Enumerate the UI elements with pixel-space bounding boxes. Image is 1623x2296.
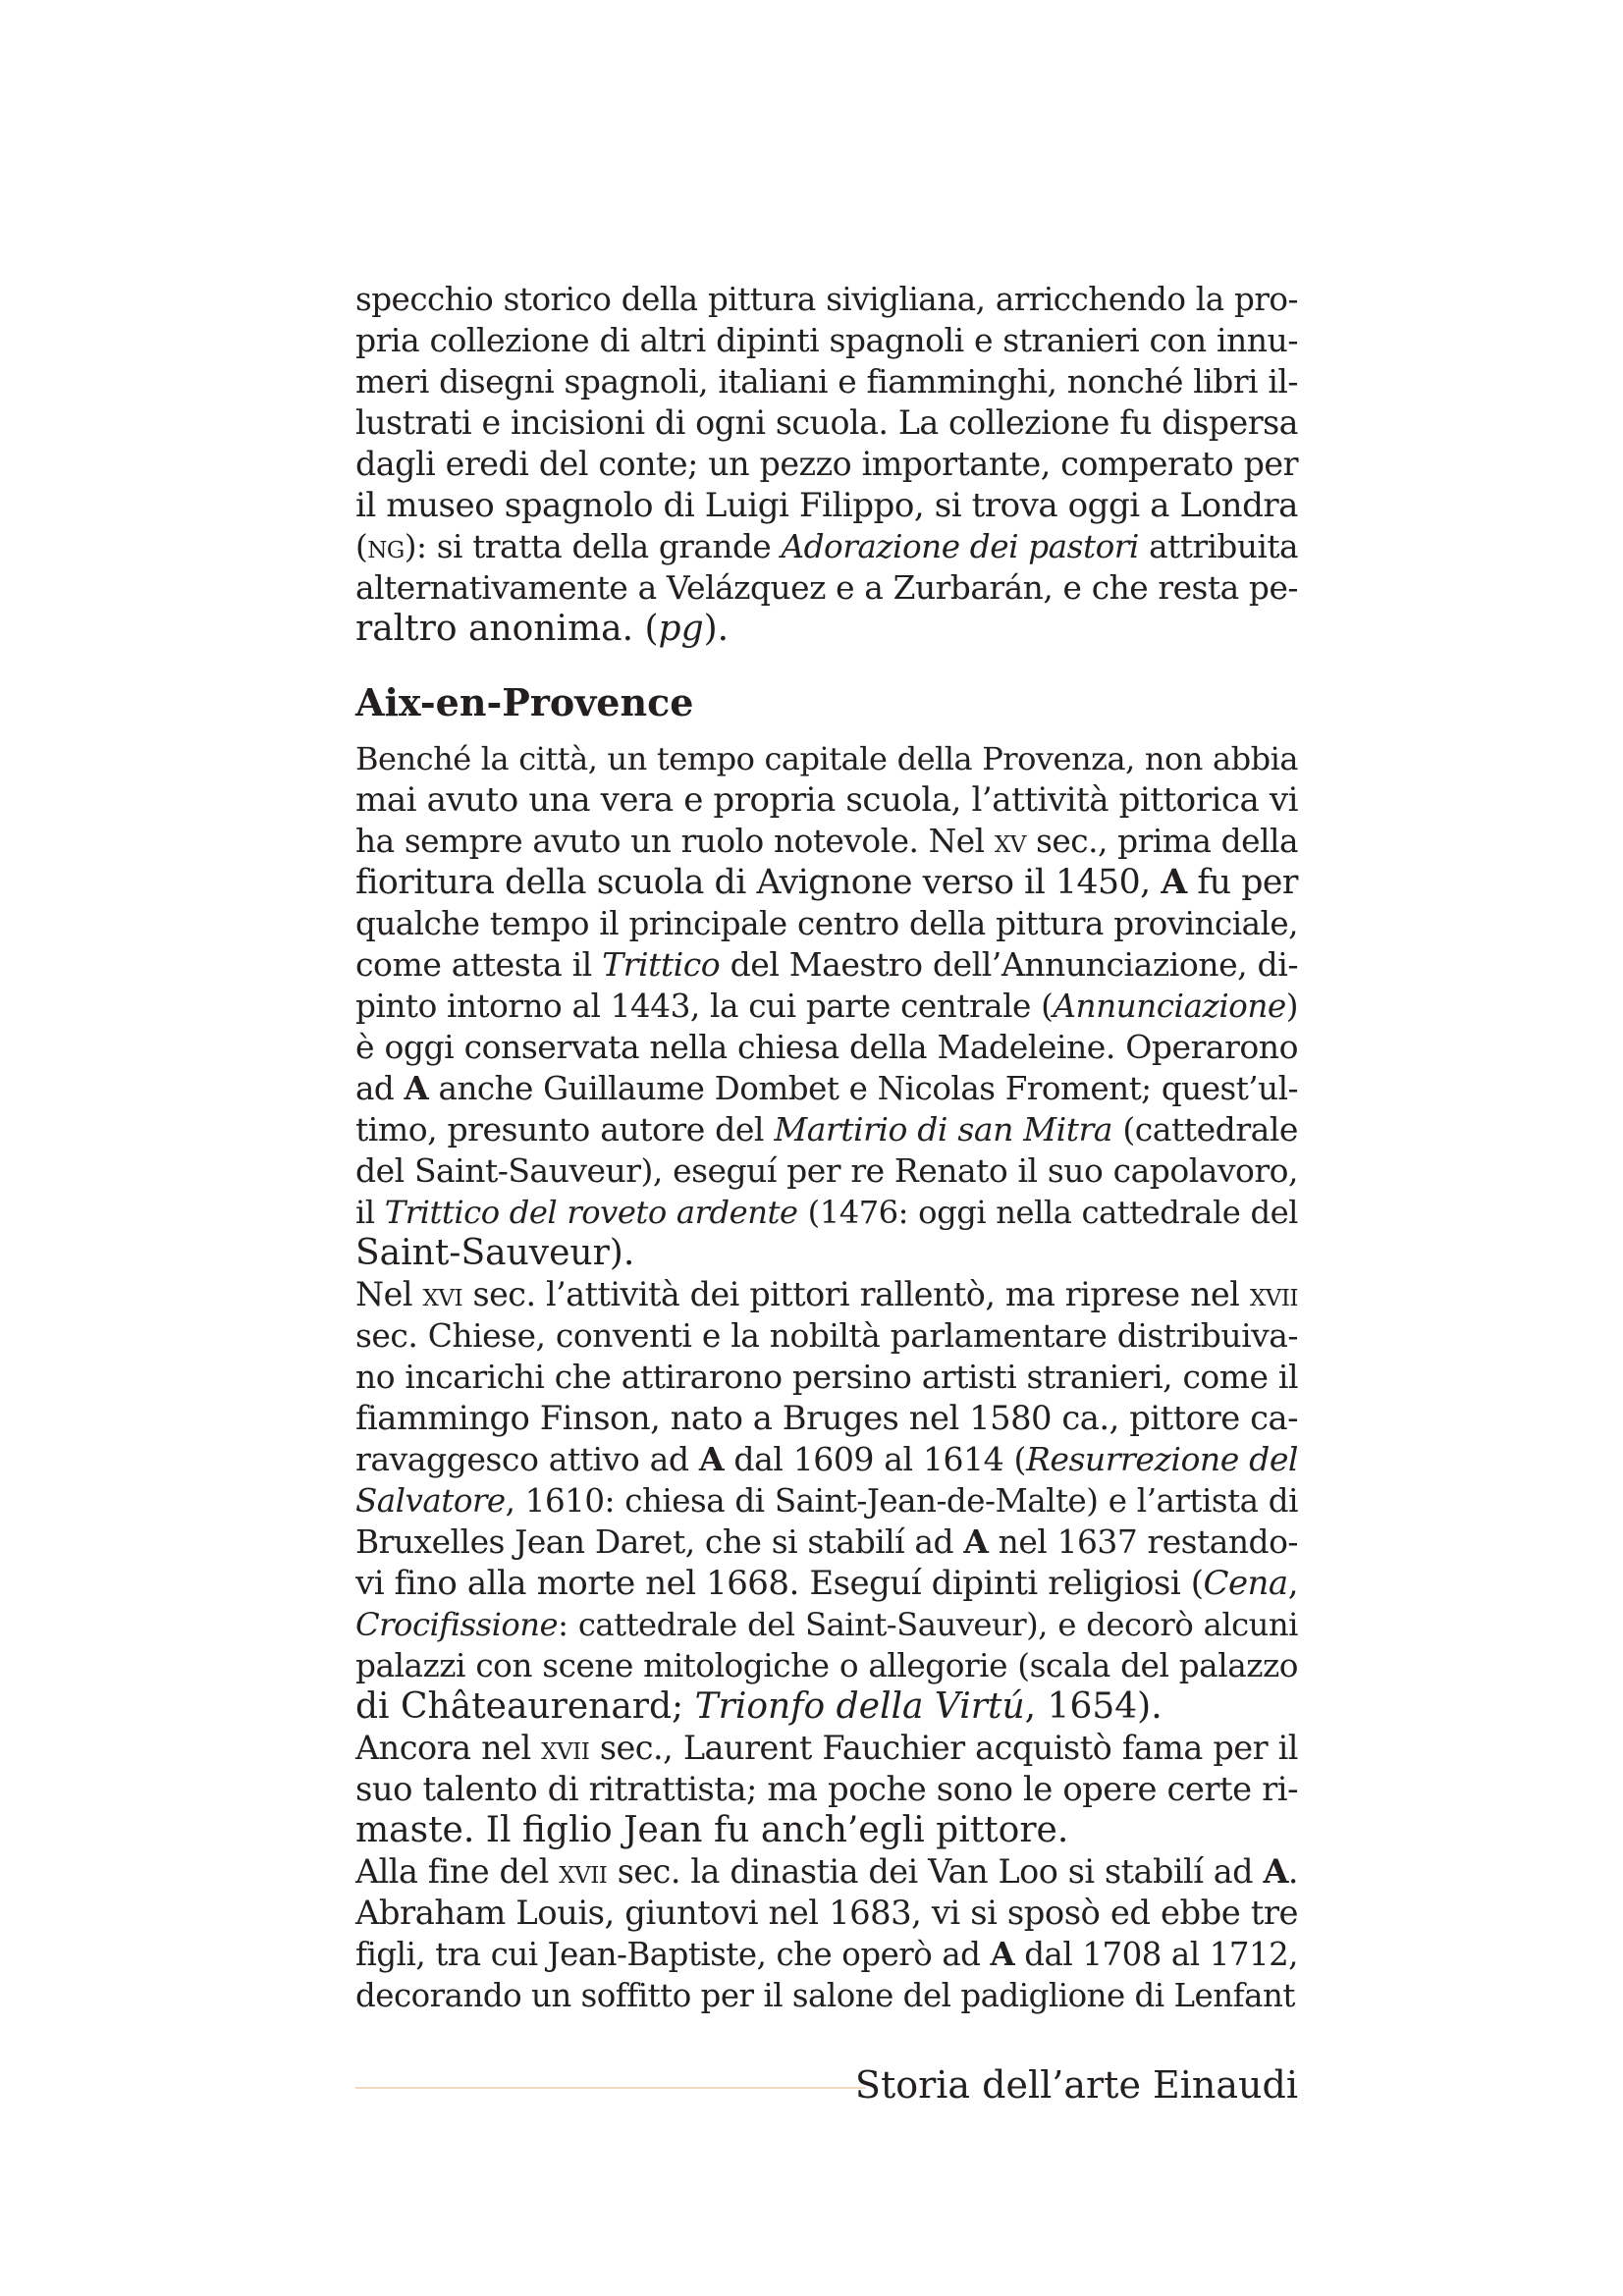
text-line xyxy=(355,1810,1298,1851)
text-run: anche Guillaume Dombet e Nicolas Froment; quest’ul- xyxy=(428,1070,1299,1107)
text-line xyxy=(355,361,1298,402)
text-run: pinto intorno al 1443, la cui parte centrale ( xyxy=(355,988,1054,1025)
text-line xyxy=(355,1068,1298,1109)
text-run: meri disegni spagnoli, italiani e fiamminghi, nonché libri il- xyxy=(355,362,1298,400)
text-run: sec., prima della xyxy=(1025,823,1298,860)
text-run: dal 1708 al 1712, xyxy=(1014,1936,1298,1973)
text-run: lustrati e incisioni di ogni scuola. La collezione fu dispersa xyxy=(355,403,1298,442)
intro-paragraph xyxy=(355,279,1298,650)
small-caps-text: xvii xyxy=(541,1729,590,1767)
text-run: figli, tra cui Jean-Baptiste, che operò ad xyxy=(355,1936,991,1973)
text-run: ( xyxy=(355,528,368,565)
text-run: decorando un soffitto per il salone del padiglione di Lenfant xyxy=(355,1977,1295,2014)
italic-text: Annunciazione xyxy=(1053,988,1286,1025)
text-run: timo, presunto autore del xyxy=(355,1110,775,1148)
text-line xyxy=(355,1686,1298,1728)
text-run: ): si tratta della grande xyxy=(404,528,782,565)
text-run: Nel xyxy=(355,1275,423,1313)
bold-text: A xyxy=(1263,1852,1288,1891)
text-line xyxy=(355,279,1298,320)
text-line xyxy=(355,944,1298,986)
text-run: sec., Laurent Fauchier acquistò fama per il xyxy=(589,1729,1298,1767)
text-line xyxy=(355,526,1298,567)
section-body xyxy=(355,738,1298,2016)
italic-text: Crocifissione xyxy=(355,1606,559,1643)
bold-text: A xyxy=(698,1440,725,1478)
text-line xyxy=(355,1728,1298,1769)
text-line xyxy=(355,444,1298,485)
text-line xyxy=(355,1769,1298,1810)
text-run: del Maestro dell’Annunciazione, di- xyxy=(720,945,1298,984)
text-run: ) xyxy=(1285,988,1298,1025)
text-line xyxy=(355,1192,1298,1233)
text-run: raltro anonima. ( xyxy=(355,609,659,649)
text-run: : cattedrale del Saint-Sauveur), e decorò alcuni xyxy=(558,1606,1298,1643)
text-run: è oggi conservata nella chiesa della Madeleine. Operarono xyxy=(355,1028,1298,1066)
italic-text: Trittico del roveto ardente xyxy=(384,1194,798,1231)
italic-text: Resurrezione del xyxy=(1025,1440,1298,1478)
text-run: dal 1609 al 1614 ( xyxy=(724,1440,1026,1478)
italic-text: pg xyxy=(658,609,704,649)
text-run: fiammingo Finson, nato a Bruges nel 1580 ca., pittore ca- xyxy=(355,1399,1298,1437)
text-run: . xyxy=(1287,1852,1298,1891)
text-line xyxy=(355,402,1298,444)
bold-text: A xyxy=(990,1936,1015,1973)
italic-text: Salvatore xyxy=(355,1482,506,1520)
text-run: palazzi con scene mitologiche o allegorie (scala del palazzo xyxy=(355,1647,1298,1684)
text-line xyxy=(355,320,1298,361)
text-run: attribuita xyxy=(1138,528,1298,565)
small-caps-text: xvii xyxy=(559,1852,608,1891)
text-line xyxy=(355,485,1298,526)
bold-text: A xyxy=(1161,862,1187,902)
text-run: pria collezione di altri dipinti spagnoli e stranieri con innu- xyxy=(355,321,1298,359)
text-line xyxy=(355,1439,1298,1480)
text-run: sec. la dinastia dei Van Loo si stabilí ad xyxy=(607,1852,1264,1891)
text-line xyxy=(355,821,1298,862)
text-run: il museo spagnolo di Luigi Filippo, si trova oggi a Londra xyxy=(355,486,1298,525)
text-line xyxy=(355,1522,1298,1563)
text-run: di Châteaurenard; xyxy=(355,1686,695,1727)
text-line xyxy=(355,1604,1298,1645)
text-run: suo talento di ritrattista; ma poche sono le opere certe ri- xyxy=(355,1770,1298,1808)
italic-text: Cena xyxy=(1203,1564,1288,1603)
text-run: ravaggesco attivo ad xyxy=(355,1440,699,1478)
text-line xyxy=(355,567,1298,609)
small-caps-text: ng xyxy=(367,528,405,565)
text-line xyxy=(355,779,1298,821)
italic-text: Trionfo della Virtú xyxy=(694,1686,1025,1727)
text-line xyxy=(355,1150,1298,1192)
text-line xyxy=(355,1851,1298,1893)
text-run: Bruxelles Jean Daret, che si stabilí ad xyxy=(355,1522,964,1561)
text-line xyxy=(355,1975,1298,2016)
text-run: no incarichi che attirarono persino artisti stranieri, come il xyxy=(355,1358,1298,1396)
text-run: maste. Il figlio Jean fu anch’egli pittore. xyxy=(355,1810,1069,1850)
text-run: fu per xyxy=(1186,863,1298,902)
text-run: mai avuto una vera e propria scuola, l’attività pittorica vi xyxy=(355,780,1298,820)
bold-text: A xyxy=(963,1522,989,1561)
text-run: fioritura della scuola di Avignone verso il 1450, xyxy=(355,863,1162,902)
text-run: il xyxy=(355,1194,385,1231)
text-run: Saint-Sauveur). xyxy=(355,1233,635,1273)
text-line xyxy=(355,903,1298,944)
small-caps-text: xvii xyxy=(1249,1275,1299,1313)
footer-publisher: Storia dell’arte Einaudi xyxy=(854,2063,1298,2107)
text-run: , 1610: chiesa di Saint-Jean-de-Malte) e l’artista di xyxy=(505,1482,1298,1520)
section-heading: Aix-en-Provence xyxy=(355,680,694,724)
footer-rule xyxy=(355,2087,866,2089)
text-run: vi fino alla morte nel 1668. Eseguí dipinti religiosi ( xyxy=(355,1564,1204,1603)
text-run: nel 1637 restando- xyxy=(988,1522,1298,1561)
italic-text: Adorazione dei pastori xyxy=(781,528,1139,565)
italic-text: Trittico xyxy=(602,945,721,984)
text-run: sec. Chiese, conventi e la nobiltà parlamentare distribuiva- xyxy=(355,1316,1298,1355)
text-run: Abraham Louis, giuntovi nel 1683, vi si sposò ed ebbe tre xyxy=(355,1894,1298,1932)
text-run: (1476: oggi nella cattedrale del xyxy=(797,1194,1298,1231)
text-line xyxy=(355,986,1298,1027)
text-line xyxy=(355,738,1298,779)
text-run: , xyxy=(1287,1564,1298,1603)
text-line xyxy=(355,1893,1298,1934)
text-line xyxy=(355,1315,1298,1357)
text-run: specchio storico della pittura sivigliana, arricchendo la pro- xyxy=(355,281,1298,318)
text-run: ). xyxy=(703,609,730,649)
text-line xyxy=(355,1274,1298,1315)
italic-text: Martirio di san Mitra xyxy=(774,1110,1112,1148)
text-line xyxy=(355,1233,1298,1274)
text-line xyxy=(355,1398,1298,1439)
text-line xyxy=(355,1934,1298,1975)
text-line xyxy=(355,1109,1298,1150)
small-caps-text: xvi xyxy=(422,1275,463,1313)
text-line xyxy=(355,1563,1298,1604)
bold-text: A xyxy=(404,1069,429,1107)
text-run: sec. l’attività dei pittori rallentò, ma riprese nel xyxy=(462,1275,1250,1313)
text-run: del Saint-Sauveur), eseguí per re Renato il suo capolavoro, xyxy=(355,1151,1298,1190)
text-run: alternativamente a Velázquez e a Zurbarán, e che resta pe- xyxy=(355,569,1298,607)
text-line xyxy=(355,1357,1298,1398)
text-run: , 1654). xyxy=(1024,1686,1163,1727)
text-line xyxy=(355,609,1298,650)
text-run: Ancora nel xyxy=(355,1729,542,1767)
text-line xyxy=(355,862,1298,903)
text-run: Benché la città, un tempo capitale della Provenza, non abbia xyxy=(355,740,1298,777)
text-run: come attesta il xyxy=(355,945,603,984)
text-run: ad xyxy=(355,1070,405,1107)
small-caps-text: xv xyxy=(994,823,1026,860)
text-line xyxy=(355,1645,1298,1686)
text-run: dagli eredi del conte; un pezzo importante, comperato per xyxy=(355,445,1298,483)
text-run: Alla fine del xyxy=(355,1852,560,1891)
text-line xyxy=(355,1027,1298,1068)
text-run: ha sempre avuto un ruolo notevole. Nel xyxy=(355,823,995,860)
text-line xyxy=(355,1480,1298,1522)
text-run: (cattedrale xyxy=(1112,1110,1298,1148)
text-run: qualche tempo il principale centro della pittura provinciale, xyxy=(355,905,1298,942)
